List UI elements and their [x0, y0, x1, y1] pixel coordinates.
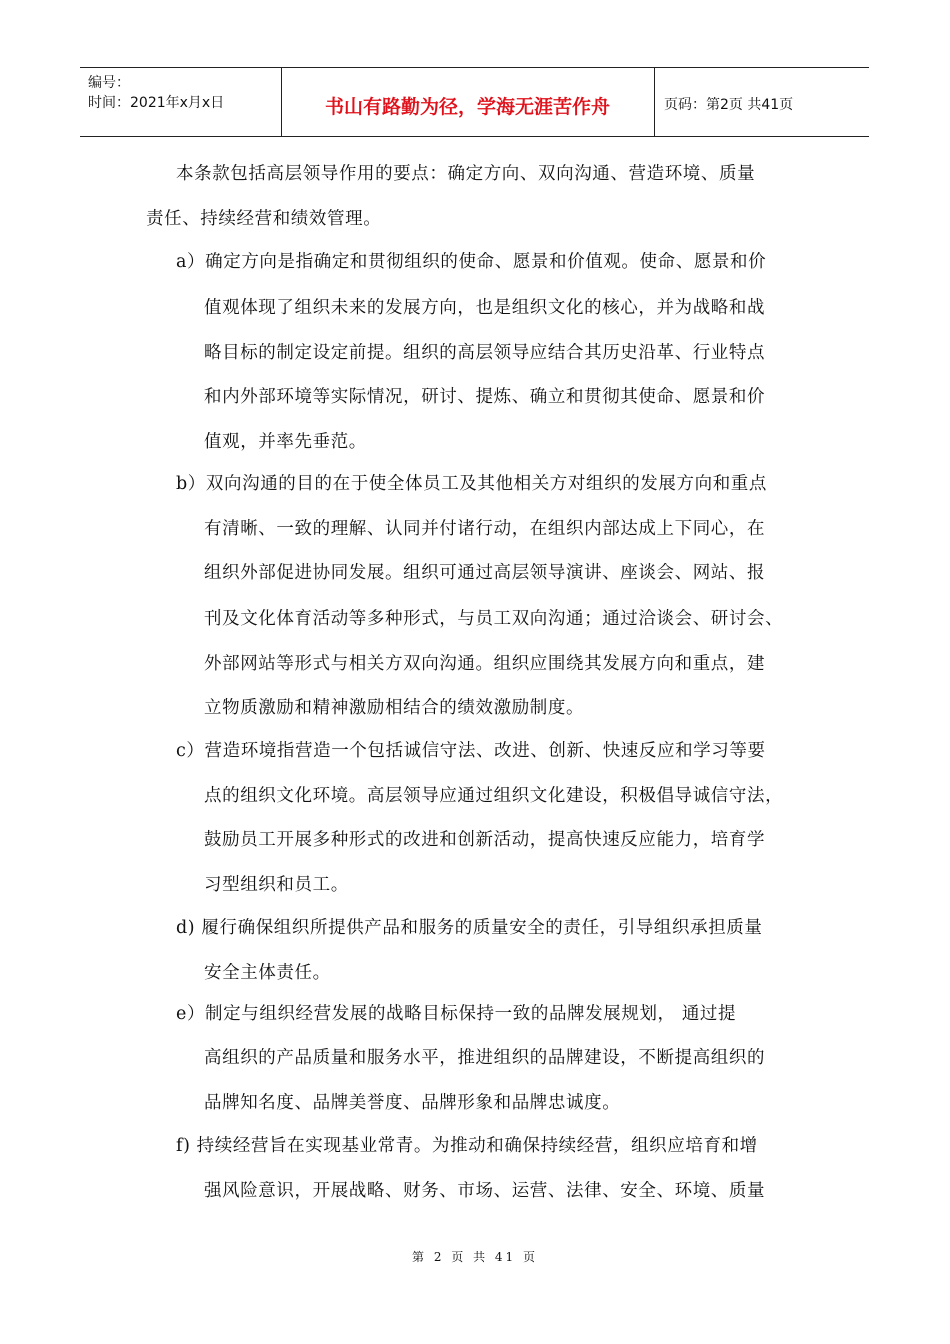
document-number-label: 编号： [88, 75, 130, 91]
header-motto: 书山有路勤为径，学海无涯苦作舟 [324, 96, 610, 118]
list-item-d-line: 安全主体责任。 [204, 963, 331, 983]
list-item-c-line: 鼓励员工开展多种形式的改进和创新活动，提高快速反应能力，培育学 [204, 830, 766, 850]
paragraph-line: 责任、持续经营和绩效管理。 [146, 209, 382, 229]
list-item-f-line: f) 持续经营旨在实现基业常青。为推动和确保持续经营，组织应培育和增 [176, 1136, 758, 1156]
list-item-c-line: c）营造环境指营造一个包括诚信守法、改进、创新、快速反应和学习等要 [176, 741, 766, 761]
list-item-f-line: 强风险意识，开展战略、财务、市场、运营、法律、安全、环境、质量 [204, 1181, 766, 1201]
list-item-b-line: 外部网站等形式与相关方双向沟通。组织应围绕其发展方向和重点，建 [204, 654, 766, 674]
paragraph-line: 本条款包括高层领导作用的要点：确定方向、双向沟通、营造环境、质量 [176, 164, 756, 184]
document-time-label: 时间：2021年x月x日 [88, 95, 225, 111]
list-item-b-line: b）双向沟通的目的在于使全体员工及其他相关方对组织的发展方向和重点 [176, 474, 767, 494]
list-item-b-line: 刊及文化体育活动等多种形式，与员工双向沟通；通过洽谈会、研讨会、 [204, 609, 784, 629]
list-item-c-line: 习型组织和员工。 [204, 875, 349, 895]
page-header [80, 67, 869, 137]
header-meta-cell [80, 68, 282, 136]
header-page-info: 页码：第2页 共41页 [664, 97, 794, 113]
header-page-cell [654, 68, 869, 136]
page-footer: 第 2 页 共 41 页 [412, 1250, 538, 1264]
list-item-b-line: 组织外部促进协同发展。组织可通过高层领导演讲、座谈会、网站、报 [204, 563, 766, 583]
list-item-a-line: 值观体现了组织未来的发展方向，也是组织文化的核心，并为战略和战 [204, 298, 766, 318]
list-item-a-line: a）确定方向是指确定和贯彻组织的使命、愿景和价值观。使命、愿景和价 [176, 252, 767, 272]
list-item-c-line: 点的组织文化环境。高层领导应通过组织文化建设，积极倡导诚信守法， [204, 786, 784, 806]
list-item-b-line: 有清晰、一致的理解、认同并付诸行动，在组织内部达成上下同心，在 [204, 519, 766, 539]
list-item-e-line: 高组织的产品质量和服务水平，推进组织的品牌建设，不断提高组织的 [204, 1048, 766, 1068]
list-item-d-line: d) 履行确保组织所提供产品和服务的质量安全的责任，引导组织承担质量 [176, 918, 763, 938]
list-item-e-line: e）制定与组织经营发展的战略目标保持一致的品牌发展规划， 通过提 [176, 1004, 737, 1024]
list-item-b-line: 立物质激励和精神激励相结合的绩效激励制度。 [204, 698, 585, 718]
list-item-a-line: 略目标的制定设定前提。组织的高层领导应结合其历史沿革、行业特点 [204, 343, 766, 363]
header-motto-cell [281, 68, 655, 136]
list-item-a-line: 和内外部环境等实际情况，研讨、提炼、确立和贯彻其使命、愿景和价 [204, 387, 766, 407]
list-item-e-line: 品牌知名度、品牌美誉度、品牌形象和品牌忠诚度。 [204, 1093, 621, 1113]
list-item-a-line: 值观，并率先垂范。 [204, 432, 367, 452]
